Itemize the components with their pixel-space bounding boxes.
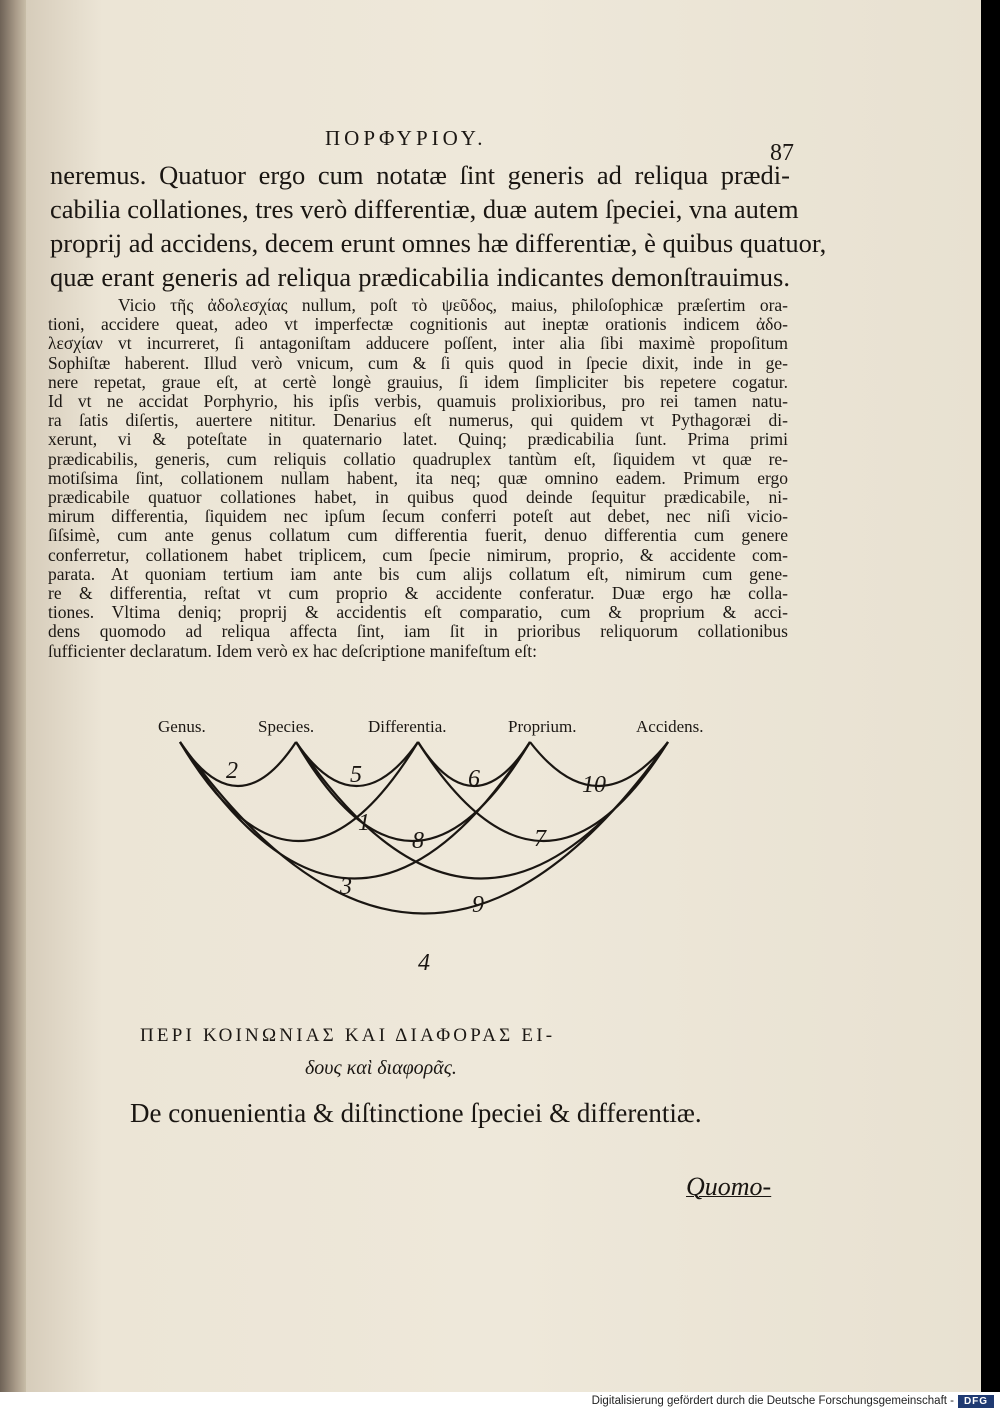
commentary-line: prædicabilis, generis, cum reliquis collatio quadruplex tantùm eſt, ſiquidem vt quæ re- <box>48 448 788 469</box>
commentary-line: ra ſatis diſertis, auertere nititur. Denarius eſt numerus, qui quidem vt Pythagoræi di- <box>48 410 788 431</box>
commentary-line: mirum differentia, ſiquidem nec ipſum ſecum conferri poteſt aut debet, nec niſi vicio- <box>48 506 788 527</box>
main-text-line: neremus. Quatuor ergo cum notatæ ſint generis ad reliqua prædi- <box>50 160 790 190</box>
main-text-line: quæ erant generis ad reliqua prædicabilia indicantes demonſtrauimus. <box>50 262 790 292</box>
commentary-line: conferretur, collationem habet triplicem, cum ſpecie nimirum, proprio, & accidente com- <box>48 544 788 565</box>
number-3: 3 <box>340 874 352 900</box>
number-9: 9 <box>472 892 484 918</box>
commentary-line: dens quomodo ad reliqua affecta ſint, iam ſit in prioribus reliquorum collationibus <box>48 621 788 642</box>
label-species: Species. <box>258 717 315 736</box>
page-number: 87 <box>770 140 794 166</box>
dfg-logo: DFG <box>958 1395 994 1408</box>
commentary-line: re & differentia, reſtat vt cum proprio & accidente conferatur. Duæ ergo hæ colla- <box>48 583 788 604</box>
commentary-line: tiones. Vltima deniq; proprij & accidentis eſt comparatio, cum & proprium & acci- <box>48 602 788 623</box>
running-head: ΠΟΡΦΥΡΙΟΥ. <box>325 126 487 150</box>
label-differentia: Differentia. <box>368 717 447 736</box>
predicables-arc-diagram <box>150 730 730 990</box>
commentary-line: ſiſsimè, cum ante genus collatum cum differentia fuerit, denuo differentia cum genere <box>48 525 788 546</box>
number-2: 2 <box>226 758 238 784</box>
greek-section-heading: ΠΕΡΙ ΚΟΙΝΩΝΙΑΣ ΚΑΙ ΔΙΑΦΟΡΑΣ ΕΙ- <box>140 1025 556 1046</box>
main-text-line: proprij ad accidens, decem erunt omnes hæ differentiæ, è quibus quatuor, <box>50 228 827 258</box>
footer-bar <box>0 1392 1000 1412</box>
number-1: 1 <box>358 810 370 836</box>
commentary-line: tioni, accidere queat, adeo vt imperfectæ cognitionis aut ineptæ orationis indicem ἀδο- <box>48 314 788 335</box>
number-7: 7 <box>534 826 546 852</box>
commentary-line: parata. At quoniam tertium iam ante bis cum alijs collatum eſt, nimirum cum gene- <box>48 563 788 584</box>
label-genus: Genus. <box>158 717 206 736</box>
book-spine-edge <box>0 0 26 1392</box>
commentary-line: ſufficienter declaratum. Idem verò ex hac deſcriptione manifeſtum eſt: <box>48 640 537 661</box>
latin-section-heading: De conuenientia & diſtinctione ſpeciei & differentiæ. <box>130 1098 702 1128</box>
catchword: Quomo- <box>686 1172 772 1201</box>
commentary-block <box>48 296 788 661</box>
number-4: 4 <box>418 950 430 976</box>
number-6: 6 <box>468 766 480 792</box>
main-text-line: cabilia collationes, tres verò differentiæ, duæ autem ſpeciei, vna autem <box>50 194 799 224</box>
label-accidens: Accidens. <box>636 717 704 736</box>
number-8: 8 <box>412 828 424 854</box>
footer-credit: Digitalisierung gefördert durch die Deutsche Forschungsgemeinschaft - <box>591 1395 954 1407</box>
greek-section-heading-continuation: δους καὶ διαφορᾶς. <box>305 1057 457 1079</box>
commentary-line: λεσχίαν vt incurreret, ſi antagoniſtam adducere poſſent, inter alia ſibi maximè propoſitum <box>48 333 788 354</box>
label-proprium: Proprium. <box>508 717 577 736</box>
commentary-line: Id vt ne accidat Porphyrio, his ipſis verbis, quamuis prolixioribus, pro rei tamen natu- <box>48 391 788 412</box>
number-10: 10 <box>582 772 606 798</box>
number-5: 5 <box>350 762 362 788</box>
main-text-block <box>50 158 827 294</box>
commentary-line: Sophiſtæ haberent. Illud verò vnicum, cum & ſi quis quod in ſpecie dixit, inde in ge- <box>48 352 788 373</box>
commentary-line: xerunt, vi & poteſtate in quaternario latet. Quinq; prædicabilia ſunt. Prima primi <box>48 429 788 450</box>
commentary-line: Vicio τῆς ἀδολεσχίας nullum, poſt τὸ ψεῦδος, maius, philoſophicæ præſertim ora- <box>118 295 788 315</box>
commentary-line: motiſsima ſint, collationem nullam habent, ita neq; quæ omnino eadem. Primum ergo <box>48 467 788 488</box>
commentary-line: prædicabile quatuor collationes habet, in quibus quod deinde ſequitur prædicabile, ni- <box>48 487 788 508</box>
commentary-line: nere repetat, graue eſt, at certè longè grauius, ſi idem ſimpliciter bis repetere cogatur. <box>48 371 788 392</box>
